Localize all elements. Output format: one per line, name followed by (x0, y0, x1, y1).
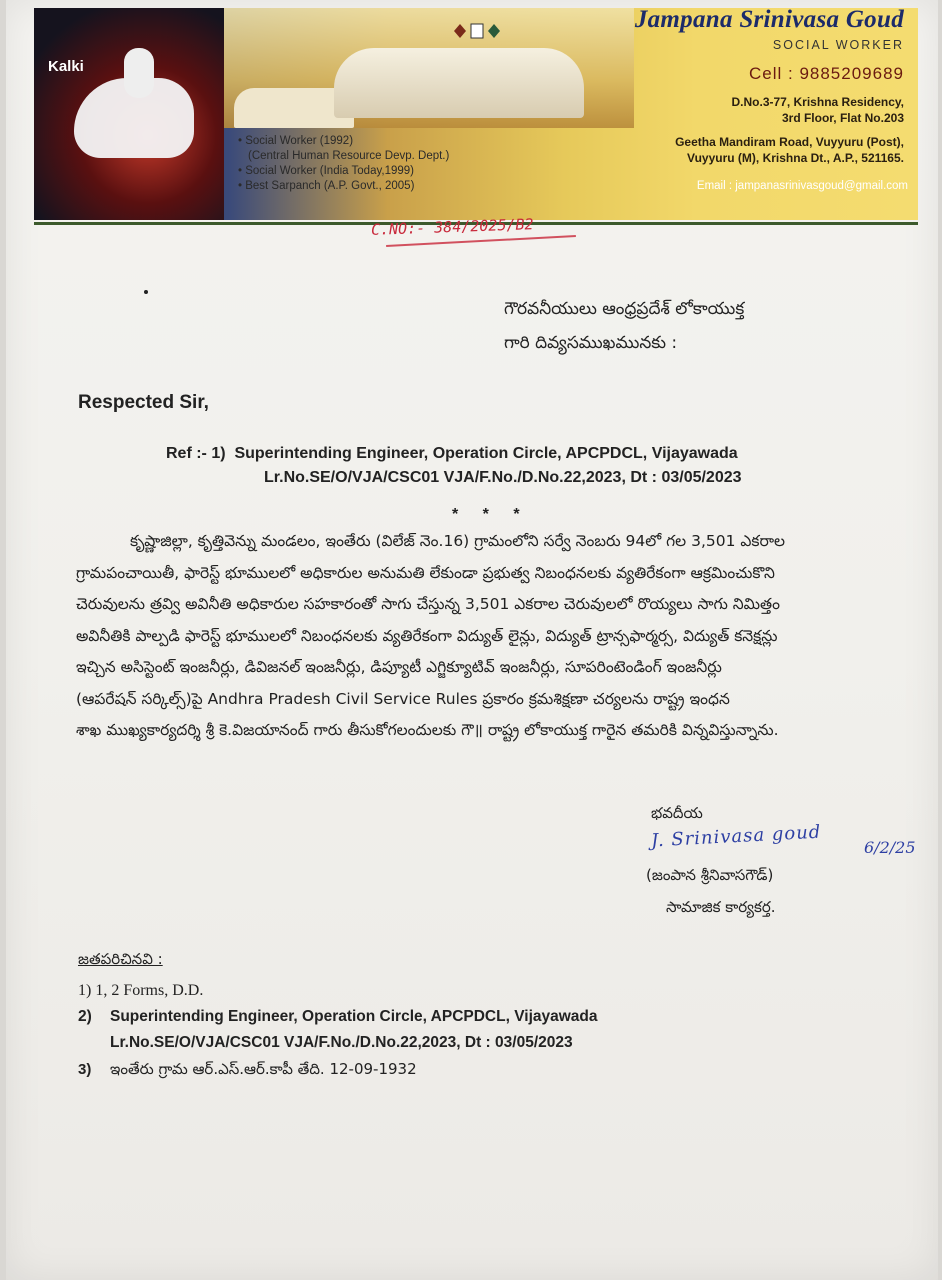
credential-item: • Social Worker (India Today,1999) (238, 165, 414, 177)
emblem-icon (454, 22, 500, 40)
credential-item: • Social Worker (1992) (238, 135, 354, 147)
credentials-list (238, 134, 468, 194)
body-line: ఇచ్చిన అసిస్టెంట్ ఇంజనీర్లు, డివిజనల్ ఇంజనీర్లు, డిప్యూటీ ఎగ్జిక్యూటివ్ ఇంజనీర్లు, సూపరింటెండింగ్ ఇంజనీర్లు (76, 658, 722, 676)
salutation: Respected Sir, (78, 392, 209, 413)
enclosures-title: జతపరిచినవి : (78, 950, 163, 968)
kalki-image (34, 8, 224, 220)
reference-prefix: Ref :- 1) (166, 445, 226, 462)
rider-shape (124, 48, 154, 98)
signature-date: 6/2/25 (864, 838, 916, 857)
enclosures-list (78, 978, 598, 1083)
enclosure-text: ఇంతేరు గ్రామ ఆర్.ఎస్.ఆర్.కాపీ తేది. 12-09-1932 (110, 1060, 417, 1078)
sender-phone: Cell : 9885209689 (748, 64, 904, 83)
letterhead-banner (34, 8, 918, 220)
enclosure-text-cont: Lr.No.SE/O/VJA/CSC01 VJA/F.No./D.No.22,2023, Dt : 03/05/2023 (110, 1034, 573, 1051)
sender-email: Email : jampanasrinivasgoud@gmail.com (696, 180, 908, 192)
letter-page (6, 0, 938, 1280)
addressee-block (504, 292, 744, 360)
address-line: Vuyyuru (M), Krishna Dt., A.P., 521165. (687, 151, 904, 165)
case-number-stamp: C.NO:- 384/2025/B2 (370, 215, 534, 239)
address-line: D.No.3-77, Krishna Residency, (731, 95, 904, 109)
enclosure-number: 3) (78, 1061, 92, 1078)
sender-name: Jampana Srinivasa Goud (634, 8, 904, 33)
signatory-role: సామాజిక కార్యకర్త. (666, 898, 776, 916)
palace-image (334, 48, 584, 118)
sender-address (584, 94, 904, 166)
addressee-line: గౌరవనీయులు ఆంధ్రప్రదేశ్ లోకాయుక్త (504, 299, 745, 319)
body-line: గ్రామపంచాయితీ, ఫారెస్ట్ భూములలో అధికారుల అనుమతి లేకుండా ప్రభుత్వ నిబంధనలకు వ్యతిరేకంగా ఆక్రమించుకొని (76, 563, 775, 582)
credential-item: • Best Sarpanch (A.P. Govt., 2005) (238, 180, 415, 192)
enclosure-number: 2) (78, 1008, 92, 1025)
address-line: 3rd Floor, Flat No.203 (781, 111, 904, 125)
credential-item: (Central Human Resource Devp. Dept.) (248, 150, 450, 162)
kalki-label: Kalki (48, 58, 84, 75)
body-line: కృష్ణాజిల్లా, కృత్తివెన్ను మండలం, ఇంతేరు (విలేజ్ నెం.16) గ్రామంలోని సర్వే నెంబరు 94లో గల 3,501 ఎకరాల (130, 532, 786, 550)
letter-body (76, 526, 894, 747)
body-line: అవినీతికి పాల్పడి ఫారెస్ట్ భూములలో నిబంధనలకు వ్యతిరేకంగా విద్యుత్ లైన్లు, విద్యుత్ ట్రాన్సఫార్మర్స, విద్యుత్ కనెక్షన్లు (76, 626, 778, 645)
reference-line-2: Lr.No.SE/O/VJA/CSC01 VJA/F.No./D.No.22,2023, Dt : 03/05/2023 (264, 469, 742, 486)
separator: * * * (452, 506, 530, 523)
ink-dot (144, 290, 148, 294)
addressee-line: గారి దివ్యసముఖమునకు : (504, 333, 678, 353)
signatory-name: (జంపాన శ్రీనివాసగౌడ్) (646, 866, 774, 884)
handwritten-signature: J. Srinivasa goud (650, 821, 822, 852)
enclosure-item (78, 1004, 598, 1030)
body-line: శాఖ ముఖ్యకార్యదర్శి శ్రీ కె.విజయానంద్ గారు తీసుకోగలందులకు గౌ॥ రాష్ట్ర లోకాయుక్త గారైన తమరికి విన్నవిస్తున్నాను. (76, 721, 779, 739)
body-line: (ఆపరేషన్ సర్కిల్స్)పై Andhra Pradesh Civil Service Rules ప్రకారం క్రమశిక్షణా చర్యలను రాష్ట్ర ఇంధన (76, 689, 730, 708)
enclosure-item: 1) 1, 2 Forms, D.D. (78, 982, 204, 999)
valediction: భవదీయ (651, 804, 703, 822)
address-line: Geetha Mandiram Road, Vuyyuru (Post), (675, 135, 904, 149)
enclosure-item (78, 1056, 598, 1083)
reference-block (166, 442, 742, 490)
sender-title: SOCIAL WORKER (772, 38, 904, 52)
enclosure-text: Superintending Engineer, Operation Circle, APCPDCL, Vijayawada (110, 1008, 598, 1025)
body-line: చెరువులను త్రవ్వి అవినీతి అధికారుల సహకారంతో సాగు చేస్తున్న 3,501 ఎకరాల చెరువులలో రొయ్యలు సాగు నిమిత్తం (76, 595, 780, 613)
reference-line-1: Superintending Engineer, Operation Circle, APCPDCL, Vijayawada (234, 445, 738, 462)
